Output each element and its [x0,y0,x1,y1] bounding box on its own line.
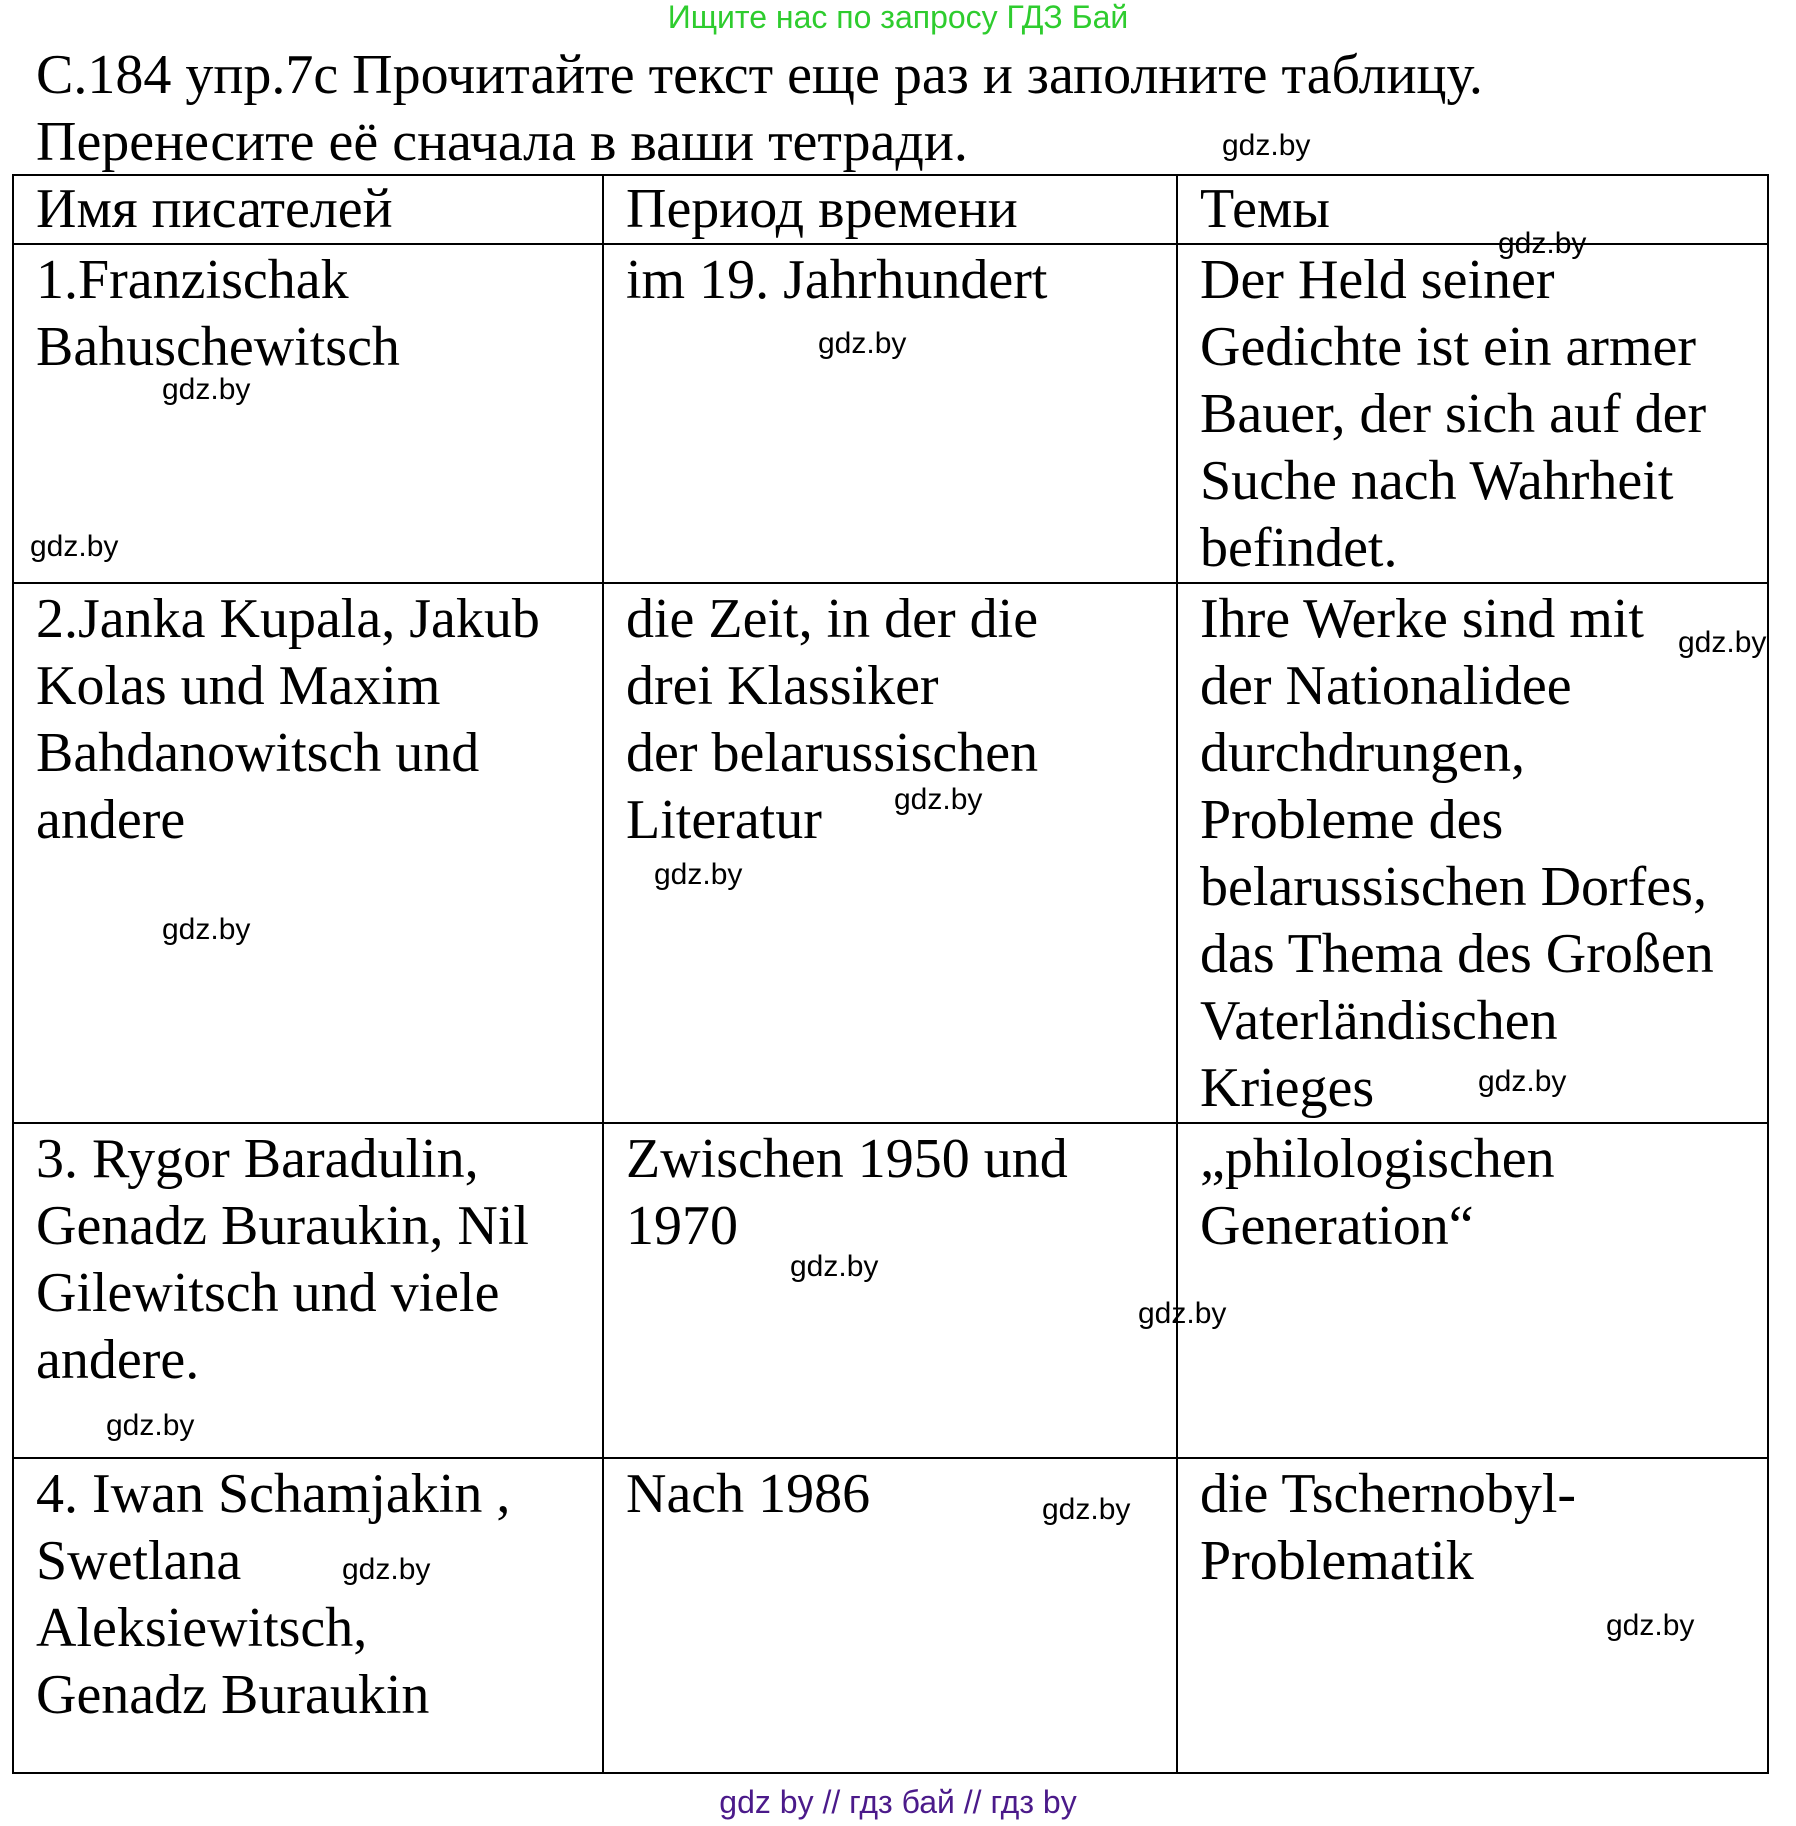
watermark: gdz.by [818,327,907,360]
watermark: gdz.by [162,913,251,946]
cell-line: „philologischen [1200,1128,1555,1190]
watermark: gdz.by [162,373,251,406]
cell-line: 4. Iwan Schamjakin , [36,1463,511,1525]
cell-line: 2.Janka Kupala, Jakub [36,588,540,650]
cell-line: 1.Franzischak [36,249,349,311]
cell-line: andere. [36,1329,200,1391]
cell-line: Zwischen 1950 und [626,1128,1068,1190]
watermark: gdz.by [1678,626,1767,659]
writers-table [12,174,1769,1774]
cell-writers [13,583,603,1123]
cell-line: Literatur [626,789,822,851]
cell-line: Bauer, der sich auf der [1200,383,1707,445]
header-writers: Имя писателей [13,175,603,244]
cell-line: andere [36,789,186,851]
cell-line: Krieges [1200,1057,1375,1119]
task-line-2: Перенесите её сначала в ваши тетради. [36,111,968,173]
cell-line: Probleme des [1200,789,1504,851]
cell-line: Genadz Buraukin [36,1664,430,1726]
task-line-1: С.184 упр.7с Прочитайте текст еще раз и заполните таблицу. [36,44,1483,106]
cell-line: das Thema des Großen [1200,923,1714,985]
cell-line: Ihre Werke sind mit [1200,588,1644,650]
watermark: gdz.by [342,1553,431,1586]
cell-line: Kolas und Maxim [36,655,441,717]
cell-line: belarussischen Dorfes, [1200,856,1707,918]
cell-themes [1177,1123,1768,1458]
cell-themes [1177,244,1768,583]
cell-line: Suche nach Wahrheit [1200,450,1674,512]
cell-line: Gilewitsch und viele [36,1262,500,1324]
watermark: gdz.by [1606,1609,1695,1642]
cell-line: der belarussischen [626,722,1039,784]
cell-line: Bahdanowitsch und [36,722,480,784]
cell-line: Problematik [1200,1530,1474,1592]
cell-line: Nach 1986 [626,1463,871,1525]
cell-line: Aleksiewitsch, [36,1597,368,1659]
cell-line: Bahuschewitsch [36,316,400,378]
watermark: gdz.by [1042,1493,1131,1526]
cell-line: Genadz Buraukin, Nil [36,1195,529,1257]
watermark: gdz.by [790,1250,879,1283]
cell-line: befindet. [1200,517,1398,579]
cell-writers [13,1458,603,1773]
table-row [13,583,1768,1123]
cell-line: 1970 [626,1195,738,1257]
watermark: gdz.by [106,1409,195,1442]
watermark: gdz.by [1222,129,1311,162]
watermark: gdz.by [1498,227,1587,260]
footer-links: gdz by // гдз бай // гдз by [719,1784,1077,1820]
cell-line: durchdrungen, [1200,722,1526,784]
watermark: gdz.by [894,783,983,816]
cell-line: 3. Rygor Baradulin, [36,1128,479,1190]
cell-line: im 19. Jahrhundert [626,249,1048,311]
cell-line: Gedichte ist ein armer [1200,316,1697,378]
cell-period [603,244,1177,583]
cell-line: Der Held seiner [1200,249,1555,311]
table-row [13,1458,1768,1773]
task-heading [36,42,1776,176]
watermark: gdz.by [654,858,743,891]
watermark: gdz.by [1478,1065,1567,1098]
cell-writers [13,1123,603,1458]
cell-line: Vaterländischen [1200,990,1558,1052]
cell-line: die Tschernobyl- [1200,1463,1577,1525]
top-banner: Ищите нас по запросу ГДЗ Бай [667,0,1129,35]
header-themes: Темы [1177,175,1768,244]
cell-line: Swetlana [36,1530,242,1592]
cell-line: drei Klassiker [626,655,939,717]
table-row [13,1123,1768,1458]
cell-line: Generation“ [1200,1195,1474,1257]
cell-themes [1177,583,1768,1123]
watermark: gdz.by [1138,1297,1227,1330]
cell-line: der Nationalidee [1200,655,1572,717]
cell-line: die Zeit, in der die [626,588,1039,650]
cell-period [603,583,1177,1123]
header-period: Период времени [603,175,1177,244]
cell-period [603,1123,1177,1458]
table-row [13,244,1768,583]
watermark: gdz.by [30,530,119,563]
